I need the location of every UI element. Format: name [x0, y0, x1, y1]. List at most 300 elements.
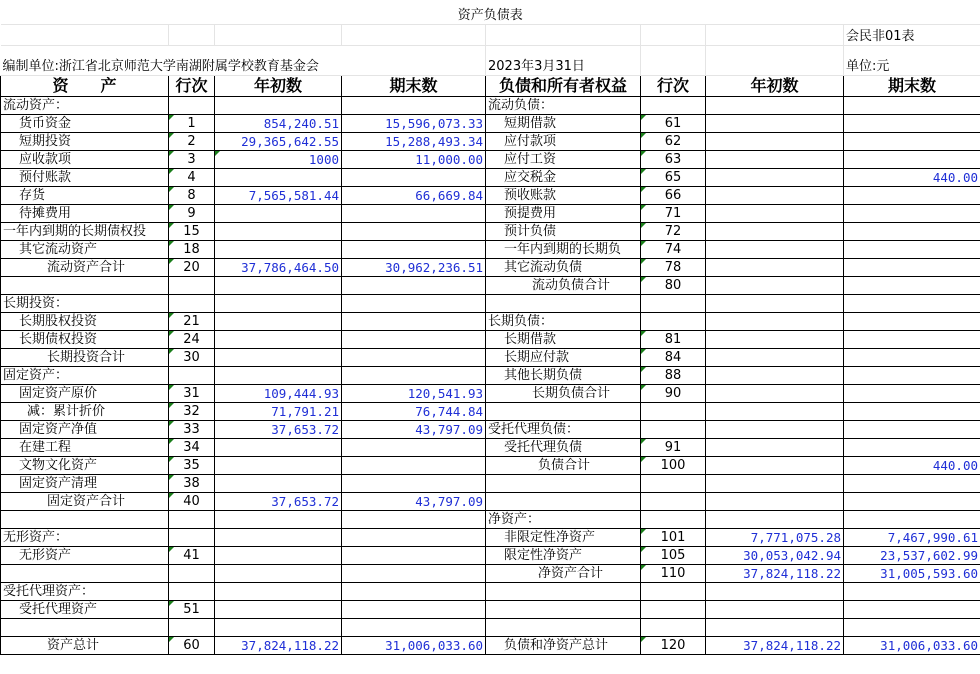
cell[interactable] — [706, 24, 844, 45]
row-number-cell[interactable]: 18 — [169, 240, 215, 258]
table-row — [1, 114, 980, 132]
begin-value-cell[interactable] — [215, 240, 342, 258]
end-value-cell[interactable] — [342, 456, 486, 474]
row-number-cell[interactable]: 81 — [641, 330, 706, 348]
table-row — [1, 528, 980, 546]
cell[interactable] — [1, 24, 169, 45]
row-number-cell[interactable]: 72 — [641, 222, 706, 240]
begin-value-cell[interactable]: 1000 — [215, 150, 342, 168]
table-row — [1, 294, 980, 312]
liability-label-cell[interactable]: 限定性净资产 — [486, 546, 641, 564]
end-value-cell[interactable]: 43,797.09 — [342, 492, 486, 510]
end-value-cell[interactable] — [342, 564, 486, 582]
asset-label-cell[interactable]: 货币资金 — [1, 114, 169, 132]
row-number-cell[interactable]: 84 — [641, 348, 706, 366]
end-value-cell[interactable] — [342, 582, 486, 600]
end-value-cell[interactable] — [844, 222, 980, 240]
liability-label-cell[interactable]: 应付款项 — [486, 132, 641, 150]
asset-label-cell[interactable]: 流动资产： — [1, 96, 169, 114]
begin-value-cell[interactable]: 854,240.51 — [215, 114, 342, 132]
end-value-cell[interactable] — [342, 600, 486, 618]
header-liability-begin[interactable]: 年初数 — [706, 75, 844, 96]
begin-value-cell[interactable] — [706, 474, 844, 492]
end-value-cell[interactable] — [844, 582, 980, 600]
row-number-cell[interactable]: 120 — [641, 636, 706, 654]
begin-value-cell[interactable] — [706, 312, 844, 330]
org-row — [1, 45, 980, 75]
table-row — [1, 312, 980, 330]
row-number-cell[interactable] — [169, 366, 215, 384]
row-number-cell[interactable] — [169, 618, 215, 636]
liability-label-cell[interactable]: 预提费用 — [486, 204, 641, 222]
liability-label-cell[interactable]: 净资产： — [486, 510, 641, 528]
sheet-title[interactable]: 资产负债表 — [1, 0, 980, 24]
asset-label-cell[interactable] — [1, 276, 169, 294]
header-asset-row[interactable]: 行次 — [169, 75, 215, 96]
begin-value-cell[interactable] — [215, 312, 342, 330]
end-value-cell[interactable] — [844, 204, 980, 222]
end-value-cell[interactable] — [844, 132, 980, 150]
end-value-cell[interactable] — [844, 510, 980, 528]
liability-label-cell[interactable]: 预收账款 — [486, 186, 641, 204]
asset-label-cell[interactable]: 受托代理资产 — [1, 600, 169, 618]
begin-value-cell[interactable] — [215, 366, 342, 384]
table-row — [1, 366, 980, 384]
end-value-cell[interactable]: 30,962,236.51 — [342, 258, 486, 276]
row-number-cell[interactable]: 61 — [641, 114, 706, 132]
liability-label-cell[interactable] — [486, 492, 641, 510]
table-row — [1, 240, 980, 258]
end-value-cell[interactable] — [844, 114, 980, 132]
begin-value-cell[interactable] — [215, 96, 342, 114]
row-number-cell[interactable] — [641, 492, 706, 510]
asset-label-cell[interactable]: 待摊费用 — [1, 204, 169, 222]
liability-label-cell[interactable]: 其它流动负债 — [486, 258, 641, 276]
row-number-cell[interactable] — [169, 294, 215, 312]
row-number-cell[interactable]: 38 — [169, 474, 215, 492]
row-number-cell[interactable] — [169, 564, 215, 582]
end-value-cell[interactable] — [844, 618, 980, 636]
begin-value-cell[interactable] — [706, 204, 844, 222]
table-row — [1, 474, 980, 492]
cell[interactable] — [342, 24, 486, 45]
end-value-cell[interactable] — [342, 618, 486, 636]
row-number-cell[interactable]: 41 — [169, 546, 215, 564]
end-value-cell[interactable] — [342, 438, 486, 456]
row-number-cell[interactable]: 80 — [641, 276, 706, 294]
row-number-cell[interactable]: 3 — [169, 150, 215, 168]
end-value-cell[interactable]: 31,006,033.60 — [342, 636, 486, 654]
liability-label-cell[interactable]: 一年内到期的长期负 — [486, 240, 641, 258]
table-row — [1, 582, 980, 600]
row-number-cell[interactable] — [169, 510, 215, 528]
cell[interactable] — [486, 24, 641, 45]
end-value-cell[interactable]: 11,000.00 — [342, 150, 486, 168]
asset-label-cell[interactable]: 资产总计 — [1, 636, 169, 654]
begin-value-cell[interactable]: 30,053,042.94 — [706, 546, 844, 564]
begin-value-cell[interactable] — [215, 276, 342, 294]
begin-value-cell[interactable]: 37,653.72 — [215, 420, 342, 438]
row-number-cell[interactable]: 105 — [641, 546, 706, 564]
end-value-cell[interactable]: 440.00 — [844, 456, 980, 474]
row-number-cell[interactable] — [641, 474, 706, 492]
row-number-cell[interactable]: 1 — [169, 114, 215, 132]
begin-value-cell[interactable] — [706, 402, 844, 420]
asset-label-cell[interactable]: 长期投资合计 — [1, 348, 169, 366]
liability-label-cell[interactable] — [486, 402, 641, 420]
begin-value-cell[interactable] — [706, 384, 844, 402]
row-number-cell[interactable]: 21 — [169, 312, 215, 330]
row-number-cell[interactable] — [641, 96, 706, 114]
asset-label-cell[interactable]: 存货 — [1, 186, 169, 204]
header-liability-row[interactable]: 行次 — [641, 75, 706, 96]
liability-label-cell[interactable]: 受托代理负债： — [486, 420, 641, 438]
begin-value-cell[interactable]: 29,365,642.55 — [215, 132, 342, 150]
table-row — [1, 258, 980, 276]
begin-value-cell[interactable] — [215, 510, 342, 528]
row-number-cell[interactable]: 66 — [641, 186, 706, 204]
asset-label-cell[interactable]: 无形资产 — [1, 546, 169, 564]
asset-label-cell[interactable]: 固定资产净值 — [1, 420, 169, 438]
begin-value-cell[interactable] — [215, 294, 342, 312]
begin-value-cell[interactable] — [706, 510, 844, 528]
header-row — [1, 75, 980, 96]
asset-label-cell[interactable]: 其它流动资产 — [1, 240, 169, 258]
begin-value-cell[interactable] — [706, 618, 844, 636]
end-value-cell[interactable]: 76,744.84 — [342, 402, 486, 420]
asset-label-cell[interactable]: 受托代理资产： — [1, 582, 169, 600]
row-number-cell[interactable]: 65 — [641, 168, 706, 186]
liability-label-cell[interactable]: 受托代理负债 — [486, 438, 641, 456]
header-liability[interactable]: 负债和所有者权益 — [486, 75, 641, 96]
end-value-cell[interactable] — [844, 294, 980, 312]
row-number-cell[interactable]: 35 — [169, 456, 215, 474]
asset-label-cell[interactable]: 固定资产原价 — [1, 384, 169, 402]
end-value-cell[interactable] — [844, 366, 980, 384]
asset-label-cell[interactable]: 应收款项 — [1, 150, 169, 168]
end-value-cell[interactable] — [844, 276, 980, 294]
asset-label-cell[interactable]: 减：累计折价 — [1, 402, 169, 420]
row-number-cell[interactable]: 32 — [169, 402, 215, 420]
end-value-cell[interactable] — [844, 258, 980, 276]
begin-value-cell[interactable]: 37,824,118.22 — [706, 636, 844, 654]
header-liability-end[interactable]: 期末数 — [844, 75, 980, 96]
end-value-cell[interactable] — [342, 510, 486, 528]
asset-label-cell[interactable] — [1, 510, 169, 528]
end-value-cell[interactable]: 15,596,073.33 — [342, 114, 486, 132]
begin-value-cell[interactable] — [215, 618, 342, 636]
end-value-cell[interactable] — [844, 384, 980, 402]
begin-value-cell[interactable] — [706, 456, 844, 474]
table-row — [1, 618, 980, 636]
liability-label-cell[interactable]: 应付工资 — [486, 150, 641, 168]
header-asset-begin[interactable]: 年初数 — [215, 75, 342, 96]
liability-label-cell[interactable]: 流动负债合计 — [486, 276, 641, 294]
liability-label-cell[interactable]: 应交税金 — [486, 168, 641, 186]
row-number-cell[interactable]: 15 — [169, 222, 215, 240]
end-value-cell[interactable] — [844, 150, 980, 168]
end-value-cell[interactable] — [844, 420, 980, 438]
liability-label-cell[interactable]: 净资产合计 — [486, 564, 641, 582]
begin-value-cell[interactable] — [706, 600, 844, 618]
begin-value-cell[interactable] — [215, 330, 342, 348]
end-value-cell[interactable] — [844, 240, 980, 258]
begin-value-cell[interactable] — [706, 168, 844, 186]
end-value-cell[interactable] — [844, 438, 980, 456]
org-label[interactable]: 编制单位:浙江省北京师范大学南湖附属学校教育基金会 — [1, 45, 486, 75]
begin-value-cell[interactable] — [706, 150, 844, 168]
begin-value-cell[interactable] — [215, 204, 342, 222]
begin-value-cell[interactable] — [215, 582, 342, 600]
form-code[interactable]: 会民非01表 — [844, 24, 980, 45]
row-number-cell[interactable]: 74 — [641, 240, 706, 258]
end-value-cell[interactable]: 31,005,593.60 — [844, 564, 980, 582]
end-value-cell[interactable] — [844, 600, 980, 618]
end-value-cell[interactable]: 440.00 — [844, 168, 980, 186]
title-row — [1, 0, 980, 24]
table-row — [1, 402, 980, 420]
row-number-cell[interactable] — [641, 402, 706, 420]
end-value-cell[interactable] — [342, 96, 486, 114]
row-number-cell[interactable] — [169, 276, 215, 294]
row-number-cell[interactable] — [641, 294, 706, 312]
row-number-cell[interactable]: 9 — [169, 204, 215, 222]
begin-value-cell[interactable] — [706, 240, 844, 258]
row-number-cell[interactable]: 8 — [169, 186, 215, 204]
end-value-cell[interactable]: 66,669.84 — [342, 186, 486, 204]
liability-label-cell[interactable]: 长期负债： — [486, 312, 641, 330]
cell[interactable] — [215, 24, 342, 45]
cell[interactable] — [641, 45, 706, 75]
end-value-cell[interactable] — [342, 546, 486, 564]
begin-value-cell[interactable] — [706, 294, 844, 312]
row-number-cell[interactable] — [641, 420, 706, 438]
begin-value-cell[interactable] — [706, 366, 844, 384]
begin-value-cell[interactable] — [215, 564, 342, 582]
liability-label-cell[interactable] — [486, 582, 641, 600]
table-row — [1, 168, 980, 186]
row-number-cell[interactable]: 31 — [169, 384, 215, 402]
row-number-cell[interactable] — [641, 582, 706, 600]
liability-label-cell[interactable]: 负债和净资产总计 — [486, 636, 641, 654]
begin-value-cell[interactable] — [706, 186, 844, 204]
begin-value-cell[interactable]: 37,824,118.22 — [215, 636, 342, 654]
begin-value-cell[interactable] — [706, 582, 844, 600]
cell[interactable] — [706, 45, 844, 75]
begin-value-cell[interactable] — [706, 96, 844, 114]
begin-value-cell[interactable] — [215, 438, 342, 456]
unit-label[interactable]: 单位:元 — [844, 45, 980, 75]
row-number-cell[interactable]: 101 — [641, 528, 706, 546]
asset-label-cell[interactable]: 文物文化资产 — [1, 456, 169, 474]
row-number-cell[interactable]: 33 — [169, 420, 215, 438]
header-asset[interactable]: 资 产 — [1, 75, 169, 96]
table-row — [1, 384, 980, 402]
row-number-cell[interactable]: 20 — [169, 258, 215, 276]
end-value-cell[interactable]: 7,467,990.61 — [844, 528, 980, 546]
begin-value-cell[interactable]: 7,771,075.28 — [706, 528, 844, 546]
row-number-cell[interactable] — [641, 510, 706, 528]
begin-value-cell[interactable]: 109,444.93 — [215, 384, 342, 402]
asset-label-cell[interactable]: 流动资产合计 — [1, 258, 169, 276]
table-row — [1, 456, 980, 474]
begin-value-cell[interactable]: 71,791.21 — [215, 402, 342, 420]
row-number-cell[interactable]: 62 — [641, 132, 706, 150]
end-value-cell[interactable] — [342, 240, 486, 258]
asset-label-cell[interactable]: 短期投资 — [1, 132, 169, 150]
end-value-cell[interactable] — [342, 294, 486, 312]
row-number-cell[interactable]: 78 — [641, 258, 706, 276]
end-value-cell[interactable] — [342, 276, 486, 294]
end-value-cell[interactable] — [844, 312, 980, 330]
asset-label-cell[interactable]: 固定资产清理 — [1, 474, 169, 492]
row-number-cell[interactable]: 90 — [641, 384, 706, 402]
end-value-cell[interactable] — [844, 474, 980, 492]
begin-value-cell[interactable] — [706, 348, 844, 366]
asset-label-cell[interactable]: 预付账款 — [1, 168, 169, 186]
end-value-cell[interactable] — [342, 330, 486, 348]
liability-label-cell[interactable]: 其他长期负债 — [486, 366, 641, 384]
liability-label-cell[interactable]: 负债合计 — [486, 456, 641, 474]
end-value-cell[interactable] — [844, 330, 980, 348]
cell[interactable] — [641, 24, 706, 45]
begin-value-cell[interactable] — [215, 600, 342, 618]
end-value-cell[interactable] — [844, 348, 980, 366]
asset-label-cell[interactable]: 长期债权投资 — [1, 330, 169, 348]
end-value-cell[interactable]: 120,541.93 — [342, 384, 486, 402]
row-number-cell[interactable]: 110 — [641, 564, 706, 582]
table-row — [1, 600, 980, 618]
begin-value-cell[interactable] — [706, 114, 844, 132]
liability-label-cell[interactable] — [486, 600, 641, 618]
liability-label-cell[interactable]: 长期借款 — [486, 330, 641, 348]
liability-label-cell[interactable] — [486, 294, 641, 312]
asset-label-cell[interactable]: 在建工程 — [1, 438, 169, 456]
row-number-cell[interactable]: 60 — [169, 636, 215, 654]
end-value-cell[interactable] — [844, 96, 980, 114]
asset-label-cell[interactable]: 无形资产： — [1, 528, 169, 546]
header-asset-end[interactable]: 期末数 — [342, 75, 486, 96]
table-row — [1, 186, 980, 204]
table-row — [1, 492, 980, 510]
begin-value-cell[interactable] — [215, 528, 342, 546]
end-value-cell[interactable] — [844, 402, 980, 420]
asset-label-cell[interactable] — [1, 564, 169, 582]
row-number-cell[interactable] — [641, 600, 706, 618]
end-value-cell[interactable] — [342, 312, 486, 330]
liability-label-cell[interactable]: 长期负债合计 — [486, 384, 641, 402]
asset-label-cell[interactable]: 长期投资： — [1, 294, 169, 312]
end-value-cell[interactable]: 31,006,033.60 — [844, 636, 980, 654]
asset-label-cell[interactable] — [1, 618, 169, 636]
end-value-cell[interactable] — [342, 348, 486, 366]
row-number-cell[interactable] — [641, 618, 706, 636]
begin-value-cell[interactable] — [215, 222, 342, 240]
end-value-cell[interactable]: 43,797.09 — [342, 420, 486, 438]
table-row — [1, 222, 980, 240]
liability-label-cell[interactable]: 非限定性净资产 — [486, 528, 641, 546]
table-row — [1, 420, 980, 438]
row-number-cell[interactable]: 24 — [169, 330, 215, 348]
begin-value-cell[interactable] — [215, 474, 342, 492]
row-number-cell[interactable] — [169, 96, 215, 114]
asset-label-cell[interactable]: 固定资产： — [1, 366, 169, 384]
form-code-row — [1, 24, 980, 45]
table-row — [1, 330, 980, 348]
table-row — [1, 150, 980, 168]
begin-value-cell[interactable]: 7,565,581.44 — [215, 186, 342, 204]
end-value-cell[interactable]: 23,537,602.99 — [844, 546, 980, 564]
row-number-cell[interactable]: 51 — [169, 600, 215, 618]
end-value-cell[interactable]: 15,288,493.34 — [342, 132, 486, 150]
row-number-cell[interactable]: 4 — [169, 168, 215, 186]
row-number-cell[interactable]: 100 — [641, 456, 706, 474]
begin-value-cell[interactable] — [706, 438, 844, 456]
row-number-cell[interactable]: 88 — [641, 366, 706, 384]
row-number-cell[interactable]: 34 — [169, 438, 215, 456]
begin-value-cell[interactable] — [215, 348, 342, 366]
table-row — [1, 276, 980, 294]
liability-label-cell[interactable]: 流动负债： — [486, 96, 641, 114]
cell[interactable] — [169, 24, 215, 45]
row-number-cell[interactable] — [169, 582, 215, 600]
row-number-cell[interactable] — [641, 312, 706, 330]
begin-value-cell[interactable] — [706, 258, 844, 276]
row-number-cell[interactable]: 2 — [169, 132, 215, 150]
begin-value-cell[interactable] — [706, 132, 844, 150]
end-value-cell[interactable] — [342, 474, 486, 492]
table-row — [1, 636, 980, 654]
begin-value-cell[interactable]: 37,786,464.50 — [215, 258, 342, 276]
row-number-cell[interactable] — [169, 528, 215, 546]
liability-label-cell[interactable]: 长期应付款 — [486, 348, 641, 366]
liability-label-cell[interactable] — [486, 618, 641, 636]
begin-value-cell[interactable]: 37,653.72 — [215, 492, 342, 510]
row-number-cell[interactable]: 63 — [641, 150, 706, 168]
row-number-cell[interactable]: 40 — [169, 492, 215, 510]
liability-label-cell[interactable] — [486, 474, 641, 492]
asset-label-cell[interactable]: 一年内到期的长期债权投 — [1, 222, 169, 240]
begin-value-cell[interactable] — [706, 222, 844, 240]
report-date[interactable]: 2023年3月31日 — [486, 45, 641, 75]
row-number-cell[interactable]: 30 — [169, 348, 215, 366]
liability-label-cell[interactable]: 预计负债 — [486, 222, 641, 240]
begin-value-cell[interactable] — [215, 456, 342, 474]
begin-value-cell[interactable] — [706, 330, 844, 348]
begin-value-cell[interactable] — [706, 492, 844, 510]
begin-value-cell[interactable]: 37,824,118.22 — [706, 564, 844, 582]
row-number-cell[interactable]: 91 — [641, 438, 706, 456]
end-value-cell[interactable] — [342, 222, 486, 240]
begin-value-cell[interactable] — [706, 276, 844, 294]
asset-label-cell[interactable]: 长期股权投资 — [1, 312, 169, 330]
end-value-cell[interactable] — [342, 366, 486, 384]
end-value-cell[interactable] — [342, 168, 486, 186]
table-row — [1, 204, 980, 222]
table-row — [1, 510, 980, 528]
liability-label-cell[interactable]: 短期借款 — [486, 114, 641, 132]
begin-value-cell[interactable] — [215, 168, 342, 186]
table-row — [1, 96, 980, 114]
row-number-cell[interactable]: 71 — [641, 204, 706, 222]
end-value-cell[interactable] — [844, 186, 980, 204]
asset-label-cell[interactable]: 固定资产合计 — [1, 492, 169, 510]
end-value-cell[interactable] — [342, 528, 486, 546]
end-value-cell[interactable] — [844, 492, 980, 510]
begin-value-cell[interactable] — [706, 420, 844, 438]
end-value-cell[interactable] — [342, 204, 486, 222]
begin-value-cell[interactable] — [215, 546, 342, 564]
